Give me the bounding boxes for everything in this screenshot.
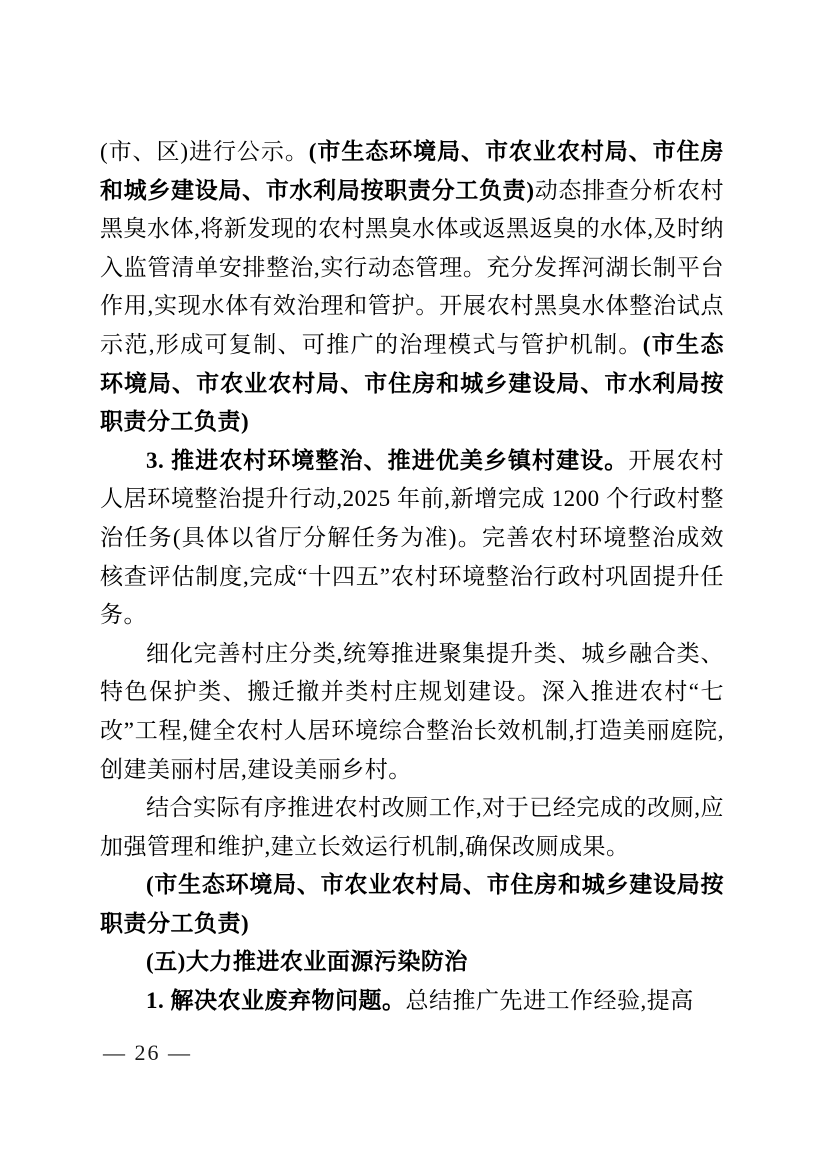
section-heading-5-agricultural-pollution — [100, 943, 724, 982]
paragraph-toilet-renovation — [100, 789, 724, 866]
responsibility-attribution: (市生态环境局、市农业农村局、市住房和城乡建设局按职责分工负责) — [100, 872, 724, 936]
page-number: — 26 — — [103, 1040, 192, 1065]
item-heading: 1. 解决农业废弃物问题。 — [146, 988, 406, 1014]
paragraph-village-classification — [100, 635, 724, 789]
body-text — [100, 133, 724, 1021]
text-run: 开展农村人居环境整治提升行动,2025 年前,新增完成 1200 个行政村整治任务(具体以省厅分解任务为准)。完善农村环境整治成效核查评估制度,完成“十四五”农村环境整治行政村巩固提升任务。 — [100, 447, 725, 628]
paragraph-item-3-rural-environment — [100, 442, 724, 635]
text-run: (市、区)进行公示。 — [100, 139, 309, 164]
responsibility-attribution: (市生态环境局、市农业农村局、市住房和城乡建设局、市水利局按职责分工负责) — [100, 139, 724, 203]
section-heading: (五)大力推进农业面源污染防治 — [146, 949, 468, 975]
responsibility-attribution: (市生态环境局、市农业农村局、市住房和城乡建设局、市水利局按职责分工负责) — [100, 331, 724, 435]
text-run: 动态排查分析农村黑臭水体,将新发现的农村黑臭水体或返黑返臭的水体,及时纳入监管清单安排整治,实行动态管理。充分发挥河湖长制平台作用,实现水体有效治理和管护。开展农村黑臭水体整治试点示范,形成可复制、可推广的治理模式与管护机制。 — [100, 177, 725, 357]
item-heading: 3. 推进农村环境整治、推进优美乡镇村建设。 — [146, 447, 629, 473]
paragraph-black-odor-water — [100, 133, 724, 442]
text-run: 结合实际有序推进农村改厕工作,对于已经完成的改厕,应加强管理和维护,建立长效运行机制,确保改厕成果。 — [100, 795, 724, 859]
text-run: 总结推广先进工作经验,提高 — [405, 988, 694, 1014]
paragraph-responsibility-attribution — [100, 866, 724, 943]
paragraph-item-1-agricultural-waste — [100, 982, 724, 1021]
text-run: 细化完善村庄分类,统筹推进聚集提升类、城乡融合类、特色保护类、搬迁撤并类村庄规划建设。深入推进农村“七改”工程,健全农村人居环境综合整治长效机制,打造美丽庭院,创建美丽村居,建设美丽乡村。 — [100, 640, 724, 782]
